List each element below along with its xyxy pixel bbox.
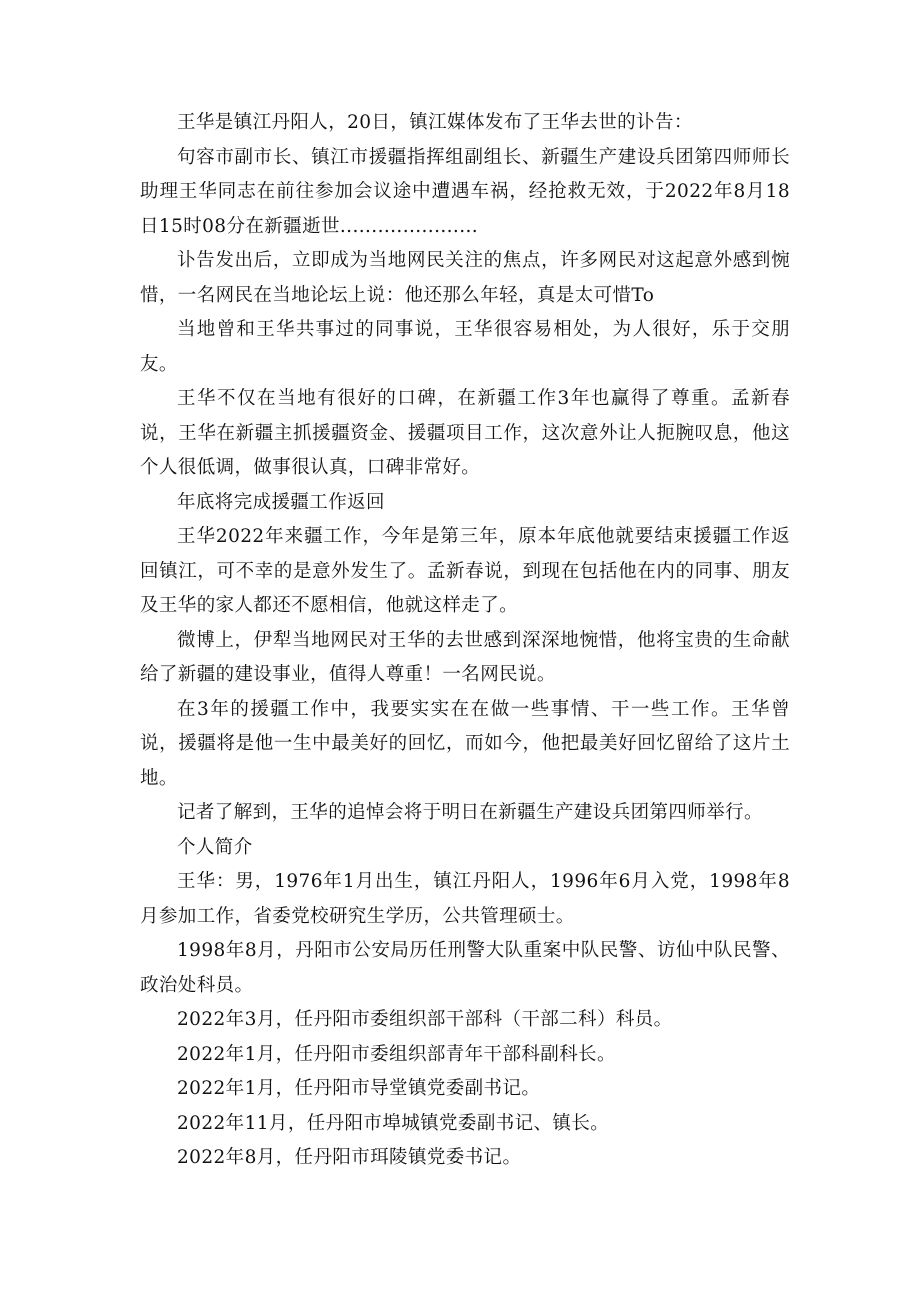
paragraph-netizen-reaction: 讣告发出后，立即成为当地网民关注的焦点，许多网民对这起意外感到惋惜，一名网民在当地论坛上说：他还那么年轻，真是太可惜To	[140, 250, 790, 306]
paragraph-obituary-text: 句容市副市长、镇江市援疆指挥组副组长、新疆生产建设兵团第四师师长助理王华同志在前往参加会议途中遭遇车祸，经抢救无效，于2022年8月18日15时08分在新疆逝世......................	[140, 146, 790, 237]
career-item: 2022年3月，任丹阳市委组织部干部科（干部二科）科员。	[177, 1009, 673, 1030]
career-item: 2022年1月，任丹阳市委组织部青年干部科副科长。	[177, 1043, 616, 1065]
paragraph-colleague-comment: 当地曾和王华共事过的同事说，王华很容易相处，为人很好，乐于交朋友。	[140, 319, 790, 375]
career-item: 2022年11月，任丹阳市埠城镇党委副书记、镇长。	[177, 1112, 610, 1134]
paragraph-weibo: 微博上，伊犁当地网民对王华的去世感到深深地惋惜，他将宝贵的生命献给了新疆的建设事业，值得人尊重！一名网民说。	[140, 629, 790, 685]
career-item: 2022年8月，任丹阳市珥陵镇党委书记。	[177, 1147, 522, 1168]
paragraph-xinjiang-work: 王华2022年来疆工作，今年是第三年，原本年底他就要结束援疆工作返回镇江，可不幸的是意外发生了。孟新春说，到现在包括他在内的同事、朋友及王华的家人都还不愿相信，他就这样走了。	[140, 526, 790, 616]
section-heading-return: 年底将完成援疆工作返回	[177, 491, 385, 513]
paragraph-reputation: 王华不仅在当地有很好的口碑，在新疆工作3年也赢得了尊重。孟新春说，王华在新疆主抓援疆资金、援疆项目工作，这次意外让人扼腕叹息，他这个人很低调，做事很认真，口碑非常好。	[140, 388, 790, 478]
paragraph-quote: 在3年的援疆工作中，我要实实在在做一些事情、干一些工作。王华曾说，援疆将是他一生中最美好的回忆，而如今，他把最美好回忆留给了这片土地。	[140, 698, 790, 789]
career-item: 1998年8月，丹阳市公安局历任刑警大队重案中队民警、访仙中队民警、政治处科员。	[140, 940, 790, 996]
document-body	[140, 106, 790, 1176]
paragraph-obituary-intro: 王华是镇江丹阳人，20日，镇江媒体发布了王华去世的讣告：	[177, 112, 693, 133]
section-heading-profile: 个人简介	[177, 836, 253, 858]
paragraph-profile-summary: 王华：男，1976年1月出生，镇江丹阳人，1996年6月入党，1998年8月参加工作，省委党校研究生学历，公共管理硕士。	[140, 871, 790, 927]
career-item: 2022年1月，任丹阳市导堂镇党委副书记。	[177, 1078, 541, 1099]
paragraph-memorial: 记者了解到，王华的追悼会将于明日在新疆生产建设兵团第四师举行。	[177, 802, 763, 823]
